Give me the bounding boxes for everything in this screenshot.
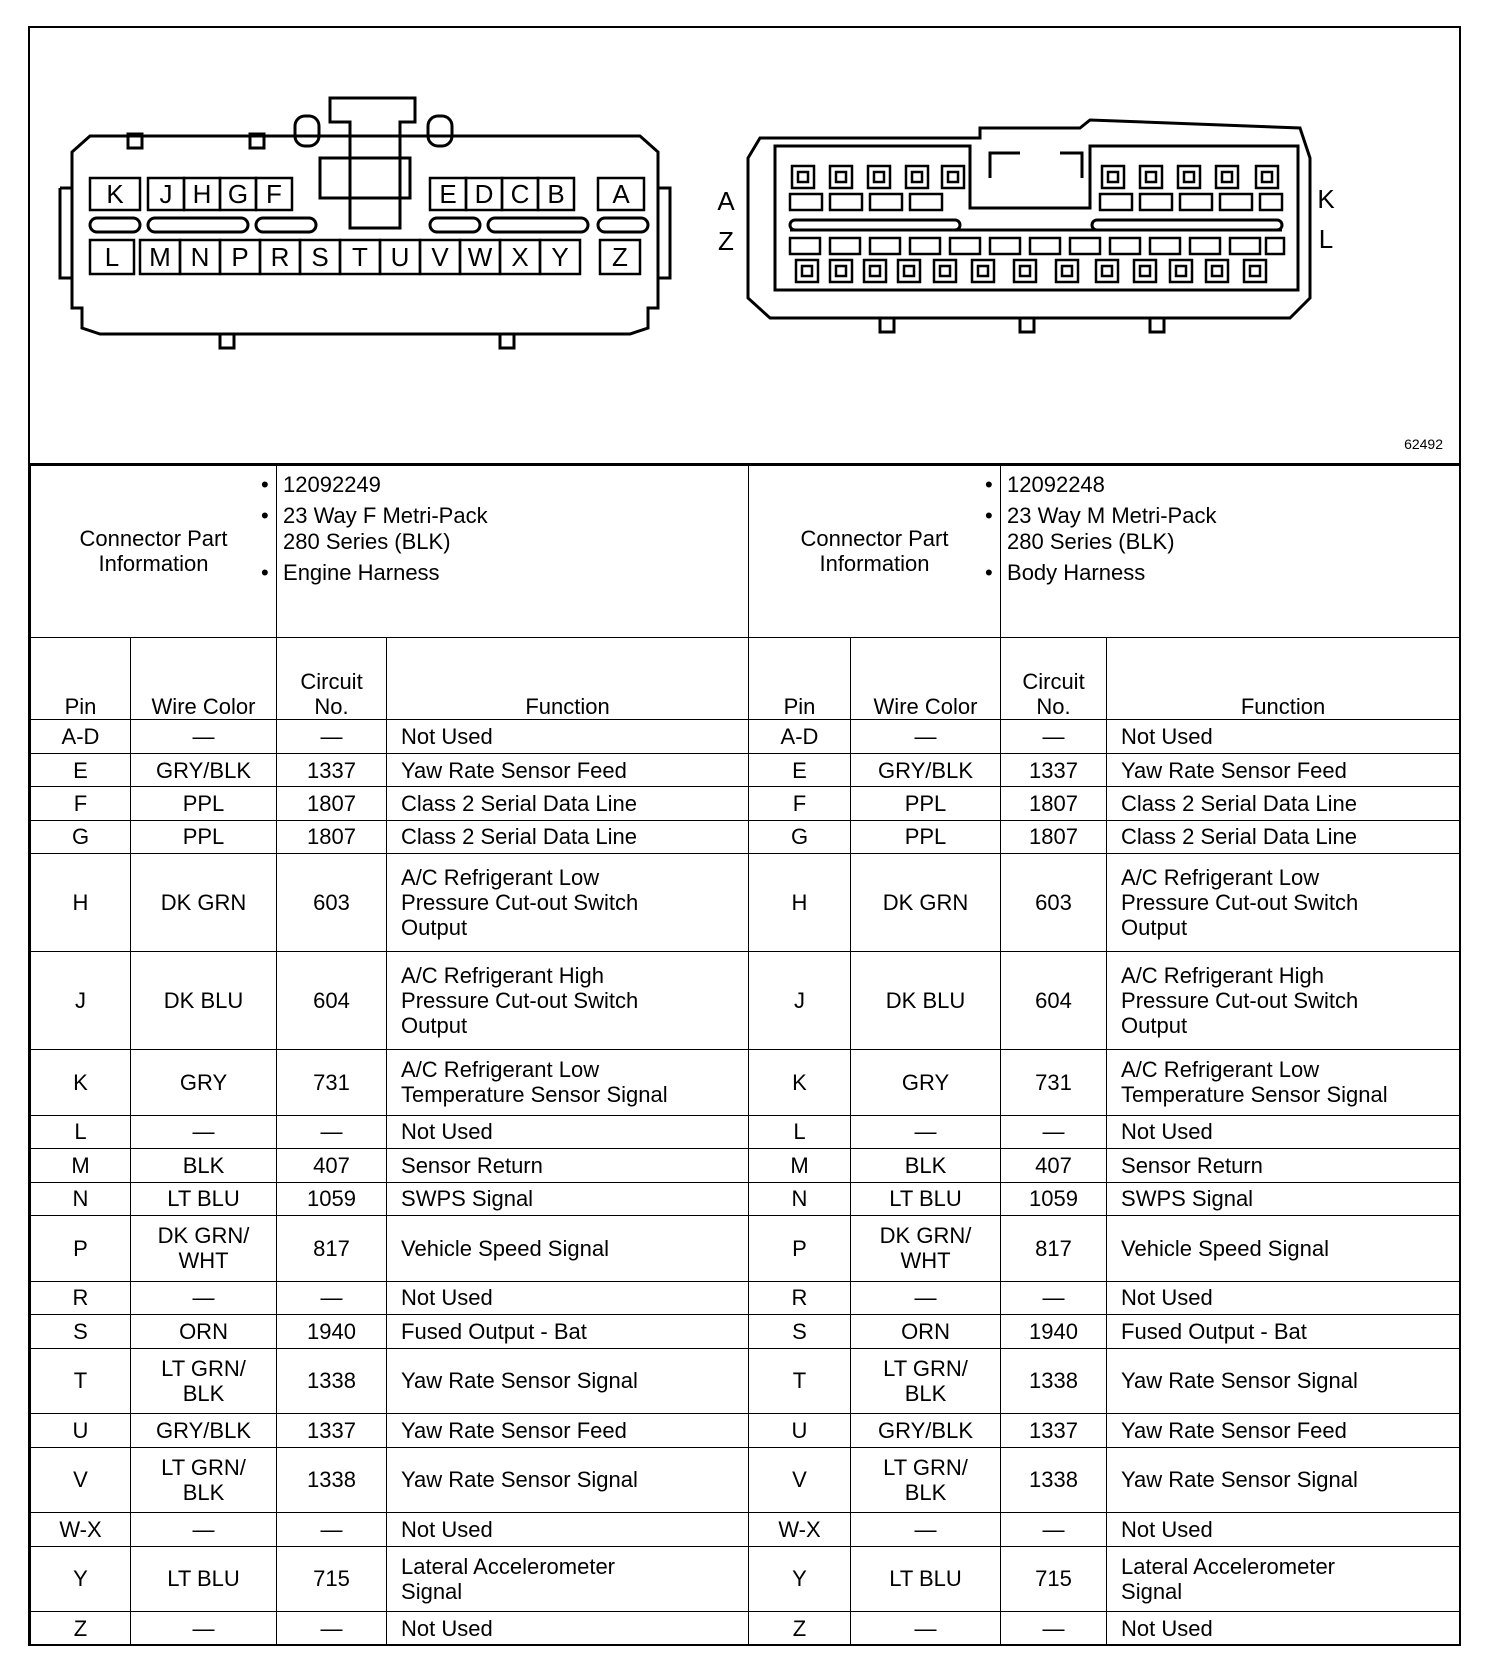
circuit-cell: — [1001, 1513, 1107, 1546]
wire-color-cell: ORN [851, 1315, 1001, 1348]
table-row [31, 952, 749, 1050]
female-pin-label: L [104, 242, 120, 272]
circuit-cell: — [1001, 1115, 1107, 1148]
wire-color-cell: GRY/BLK [851, 1414, 1001, 1447]
circuit-cell: 1807 [277, 820, 387, 853]
female-pin-label: G [227, 179, 249, 209]
male-side-label: L [1318, 224, 1334, 254]
circuit-cell: 604 [277, 952, 387, 1050]
pin-cell: P [31, 1215, 131, 1281]
table-row [749, 1215, 1460, 1281]
wire-color-cell: — [131, 720, 277, 753]
function-header: Function [1107, 637, 1460, 720]
circuit-header: Circuit No. [1001, 637, 1107, 720]
wire-color-cell: PPL [131, 820, 277, 853]
pin-cell: S [749, 1315, 851, 1348]
pin-cell: U [749, 1414, 851, 1447]
wire-color-cell: — [131, 1513, 277, 1546]
pin-cell: U [31, 1414, 131, 1447]
circuit-cell: 817 [277, 1215, 387, 1281]
wire-color-cell: PPL [851, 820, 1001, 853]
table-row [31, 1513, 749, 1546]
pin-cell: M [749, 1149, 851, 1182]
table-row [749, 1348, 1460, 1414]
function-cell: A/C Refrigerant Low Temperature Sensor Signal [387, 1049, 749, 1115]
circuit-cell: 1807 [277, 787, 387, 820]
table-row [749, 1049, 1460, 1115]
circuit-cell: 603 [277, 854, 387, 952]
table-row [31, 753, 749, 786]
circuit-cell: 1940 [1001, 1315, 1107, 1348]
table-row [749, 1182, 1460, 1215]
circuit-cell: 1059 [277, 1182, 387, 1215]
female-pin-label: Y [551, 242, 569, 272]
function-cell: Yaw Rate Sensor Feed [387, 753, 749, 786]
circuit-cell: 1337 [277, 753, 387, 786]
circuit-cell: 1338 [1001, 1447, 1107, 1513]
pin-cell: P [749, 1215, 851, 1281]
female-pin-label: S [311, 242, 329, 272]
wire-color-cell: LT BLU [851, 1546, 1001, 1612]
female-pin-label: E [439, 179, 457, 209]
wire-color-cell: — [851, 1115, 1001, 1148]
wire-color-cell: — [851, 720, 1001, 753]
circuit-cell: 1337 [1001, 753, 1107, 786]
wire-color-cell: LT BLU [131, 1182, 277, 1215]
female-pin-label: K [106, 179, 124, 209]
male-side-label: K [1317, 184, 1335, 214]
function-cell: Fused Output - Bat [387, 1315, 749, 1348]
function-cell: A/C Refrigerant Low Pressure Cut-out Switch Output [1107, 854, 1460, 952]
pin-cell: H [31, 854, 131, 952]
wire-color-cell: LT GRN/ BLK [131, 1447, 277, 1513]
table-row [749, 1315, 1460, 1348]
wire-color-cell: DK BLU [131, 952, 277, 1050]
pin-cell: K [749, 1049, 851, 1115]
wire-color-cell: LT GRN/ BLK [851, 1348, 1001, 1414]
table-row [749, 1546, 1460, 1612]
function-cell: SWPS Signal [1107, 1182, 1460, 1215]
female-pin-label: A [612, 179, 630, 209]
male-side-label: Z [718, 226, 734, 256]
table-row [31, 1612, 749, 1646]
table-row [31, 854, 749, 952]
pin-cell: H [749, 854, 851, 952]
pin-cell: R [749, 1281, 851, 1314]
wire-color-cell: GRY/BLK [131, 753, 277, 786]
table-row [31, 1149, 749, 1182]
table-row [749, 1115, 1460, 1148]
function-cell: Class 2 Serial Data Line [1107, 820, 1460, 853]
wire-color-cell: — [131, 1281, 277, 1314]
pin-cell: N [31, 1182, 131, 1215]
connector-info-title: Connector Part Information [31, 466, 277, 638]
circuit-cell: — [277, 720, 387, 753]
function-cell: Yaw Rate Sensor Feed [1107, 753, 1460, 786]
table-row [749, 1612, 1460, 1646]
engine-harness-pinout-table [30, 465, 749, 1646]
connector-type: • 23 Way F Metri-Pack 280 Series (BLK) [283, 503, 742, 554]
pin-cell: F [31, 787, 131, 820]
pin-cell: N [749, 1182, 851, 1215]
function-cell: Fused Output - Bat [1107, 1315, 1460, 1348]
harness-name: • Engine Harness [283, 560, 742, 585]
table-row [31, 1546, 749, 1612]
circuit-cell: 1940 [277, 1315, 387, 1348]
connector-info-list [1001, 466, 1460, 638]
circuit-cell: 715 [1001, 1546, 1107, 1612]
circuit-cell: 604 [1001, 952, 1107, 1050]
harness-name: • Body Harness [1007, 560, 1453, 585]
table-row [749, 1281, 1460, 1314]
female-pin-label: C [510, 179, 530, 209]
pin-cell: Y [749, 1546, 851, 1612]
table-row [31, 1315, 749, 1348]
pin-cell: E [31, 753, 131, 786]
function-cell: Yaw Rate Sensor Signal [387, 1447, 749, 1513]
table-row [31, 720, 749, 753]
wire-color-cell: LT GRN/ BLK [851, 1447, 1001, 1513]
connector-sheet [28, 26, 1461, 1646]
circuit-cell: — [277, 1612, 387, 1646]
table-row [31, 1447, 749, 1513]
pin-cell: A-D [749, 720, 851, 753]
circuit-cell: 731 [277, 1049, 387, 1115]
connector-type: • 23 Way M Metri-Pack 280 Series (BLK) [1007, 503, 1453, 554]
circuit-cell: 603 [1001, 854, 1107, 952]
wire-color-cell: DK GRN/ WHT [851, 1215, 1001, 1281]
pin-cell: Z [749, 1612, 851, 1646]
table-row [31, 787, 749, 820]
pin-cell: J [749, 952, 851, 1050]
function-cell: Vehicle Speed Signal [1107, 1215, 1460, 1281]
pin-cell: Z [31, 1612, 131, 1646]
table-row [31, 1414, 749, 1447]
pin-cell: S [31, 1315, 131, 1348]
function-cell: Class 2 Serial Data Line [387, 787, 749, 820]
part-number: • 12092249 [283, 472, 742, 497]
function-cell: Yaw Rate Sensor Feed [1107, 1414, 1460, 1447]
male-pin-cells [790, 166, 1284, 282]
circuit-cell: — [1001, 720, 1107, 753]
wire-color-cell: DK BLU [851, 952, 1001, 1050]
pin-cell: K [31, 1049, 131, 1115]
function-cell: Class 2 Serial Data Line [1107, 787, 1460, 820]
pin-cell: F [749, 787, 851, 820]
wire-color-header: Wire Color [131, 637, 277, 720]
wire-color-cell: GRY/BLK [851, 753, 1001, 786]
wire-color-cell: PPL [131, 787, 277, 820]
female-pin-label: R [270, 242, 290, 272]
pin-cell: L [31, 1115, 131, 1148]
table-row [749, 787, 1460, 820]
circuit-cell: 1338 [1001, 1348, 1107, 1414]
wire-color-cell: — [851, 1612, 1001, 1646]
pin-header: Pin [749, 637, 851, 720]
female-pin-label: M [149, 242, 171, 272]
function-cell: Yaw Rate Sensor Signal [1107, 1447, 1460, 1513]
pin-cell: V [31, 1447, 131, 1513]
function-cell: Yaw Rate Sensor Signal [1107, 1348, 1460, 1414]
female-pin-label: J [159, 179, 173, 209]
function-cell: Not Used [387, 720, 749, 753]
table-row [749, 952, 1460, 1050]
circuit-cell: — [277, 1281, 387, 1314]
function-cell: Not Used [1107, 720, 1460, 753]
table-row [749, 1513, 1460, 1546]
pin-cell: G [749, 820, 851, 853]
function-cell: A/C Refrigerant Low Pressure Cut-out Switch Output [387, 854, 749, 952]
wire-color-cell: — [131, 1612, 277, 1646]
female-pin-label: Z [612, 242, 628, 272]
pin-cell: Y [31, 1546, 131, 1612]
circuit-cell: 1338 [277, 1447, 387, 1513]
function-cell: Not Used [1107, 1612, 1460, 1646]
wire-color-cell: GRY/BLK [131, 1414, 277, 1447]
function-cell: A/C Refrigerant High Pressure Cut-out Switch Output [387, 952, 749, 1050]
pin-cell: J [31, 952, 131, 1050]
wire-color-cell: BLK [851, 1149, 1001, 1182]
function-cell: Vehicle Speed Signal [387, 1215, 749, 1281]
female-pin-label: T [352, 242, 368, 272]
function-cell: Not Used [387, 1115, 749, 1148]
function-cell: Sensor Return [387, 1149, 749, 1182]
table-row [31, 820, 749, 853]
wire-color-cell: LT BLU [131, 1546, 277, 1612]
table-row [749, 854, 1460, 952]
pin-cell: R [31, 1281, 131, 1314]
connector-info-list [277, 466, 749, 638]
part-number: • 12092248 [1007, 472, 1453, 497]
wire-color-cell: ORN [131, 1315, 277, 1348]
pin-cell: M [31, 1149, 131, 1182]
table-row [31, 1215, 749, 1281]
circuit-cell: 407 [1001, 1149, 1107, 1182]
table-row [31, 1115, 749, 1148]
female-latch [330, 98, 415, 228]
circuit-cell: 731 [1001, 1049, 1107, 1115]
function-cell: Not Used [387, 1513, 749, 1546]
function-cell: Not Used [387, 1612, 749, 1646]
pin-cell: W-X [31, 1513, 131, 1546]
circuit-cell: — [1001, 1612, 1107, 1646]
table-row [749, 720, 1460, 753]
wire-color-cell: DK GRN/ WHT [131, 1215, 277, 1281]
circuit-cell: 407 [277, 1149, 387, 1182]
wire-color-cell: — [131, 1115, 277, 1148]
wire-color-cell: BLK [131, 1149, 277, 1182]
function-cell: Class 2 Serial Data Line [387, 820, 749, 853]
female-pin-label: P [231, 242, 249, 272]
table-row [31, 1348, 749, 1414]
table-row [749, 1149, 1460, 1182]
female-pin-label: X [511, 242, 529, 272]
wire-color-cell: LT BLU [851, 1182, 1001, 1215]
pin-cell: L [749, 1115, 851, 1148]
circuit-cell: 715 [277, 1546, 387, 1612]
figure-id: 62492 [1404, 436, 1443, 452]
circuit-cell: 1807 [1001, 787, 1107, 820]
function-cell: Sensor Return [1107, 1149, 1460, 1182]
wire-color-cell: GRY [131, 1049, 277, 1115]
function-cell: Yaw Rate Sensor Signal [387, 1348, 749, 1414]
female-pin-label: D [474, 179, 494, 209]
function-cell: Lateral Accelerometer Signal [1107, 1546, 1460, 1612]
pin-cell: T [31, 1348, 131, 1414]
wire-color-cell: LT GRN/ BLK [131, 1348, 277, 1414]
circuit-cell: 1059 [1001, 1182, 1107, 1215]
body-harness-pinout-table [748, 465, 1460, 1646]
table-row [31, 1182, 749, 1215]
function-cell: Not Used [387, 1281, 749, 1314]
circuit-cell: 1337 [277, 1414, 387, 1447]
male-side-label: A [717, 186, 735, 216]
circuit-cell: 817 [1001, 1215, 1107, 1281]
circuit-cell: 1337 [1001, 1414, 1107, 1447]
function-cell: A/C Refrigerant Low Temperature Sensor Signal [1107, 1049, 1460, 1115]
function-header: Function [387, 637, 749, 720]
female-pin-label: U [390, 242, 410, 272]
function-cell: Not Used [1107, 1513, 1460, 1546]
pin-cell: E [749, 753, 851, 786]
table-row [749, 820, 1460, 853]
female-pin-label: N [190, 242, 210, 272]
female-pin-label: F [266, 179, 282, 209]
wire-color-cell: GRY [851, 1049, 1001, 1115]
pin-rows [749, 720, 1460, 1646]
circuit-cell: — [277, 1115, 387, 1148]
function-cell: SWPS Signal [387, 1182, 749, 1215]
female-pin-label: H [192, 179, 212, 209]
wire-color-cell: DK GRN [851, 854, 1001, 952]
table-row [31, 1281, 749, 1314]
wire-color-cell: DK GRN [131, 854, 277, 952]
function-cell: A/C Refrigerant High Pressure Cut-out Switch Output [1107, 952, 1460, 1050]
connector-figure [30, 28, 1459, 465]
wire-color-cell: PPL [851, 787, 1001, 820]
female-pin-label: W [467, 242, 493, 272]
pin-cell: W-X [749, 1513, 851, 1546]
circuit-cell: — [1001, 1281, 1107, 1314]
wire-color-cell: — [851, 1281, 1001, 1314]
table-row [749, 1447, 1460, 1513]
circuit-cell: 1807 [1001, 820, 1107, 853]
table-row [31, 1049, 749, 1115]
function-cell: Not Used [1107, 1115, 1460, 1148]
table-row [749, 753, 1460, 786]
table-row [749, 1414, 1460, 1447]
pin-cell: T [749, 1348, 851, 1414]
wire-color-cell: — [851, 1513, 1001, 1546]
circuit-cell: 1338 [277, 1348, 387, 1414]
female-connector-outline [72, 136, 658, 334]
female-pin-label: V [431, 242, 449, 272]
function-cell: Not Used [1107, 1281, 1460, 1314]
pin-header: Pin [31, 637, 131, 720]
connector-info-title: Connector Part Information [749, 466, 1001, 638]
connector-illustration [30, 28, 1459, 463]
circuit-cell: — [277, 1513, 387, 1546]
pin-rows [31, 720, 749, 1646]
pin-cell: V [749, 1447, 851, 1513]
pin-cell: A-D [31, 720, 131, 753]
function-cell: Lateral Accelerometer Signal [387, 1546, 749, 1612]
female-pin-label: B [547, 179, 565, 209]
wire-color-header: Wire Color [851, 637, 1001, 720]
function-cell: Yaw Rate Sensor Feed [387, 1414, 749, 1447]
circuit-header: Circuit No. [277, 637, 387, 720]
pin-cell: G [31, 820, 131, 853]
